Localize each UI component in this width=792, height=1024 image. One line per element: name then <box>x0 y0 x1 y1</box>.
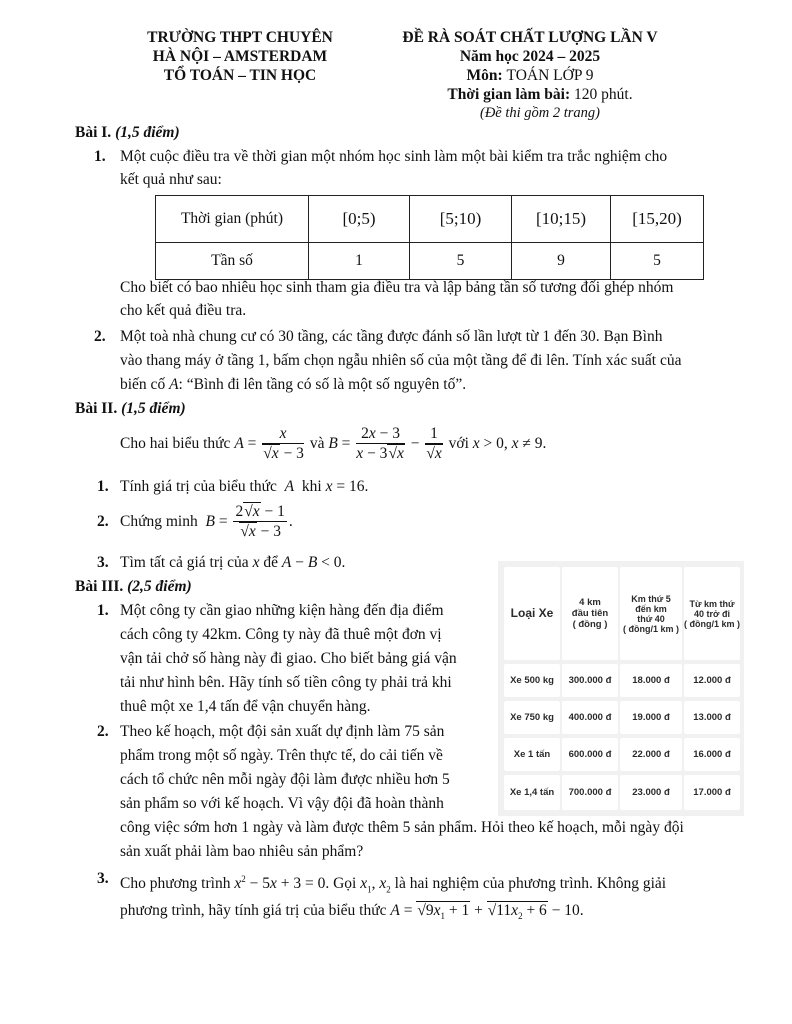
section-3-title: Bài III. (2,5 điểm) <box>75 578 192 595</box>
q3-2-line4: sản phẩm so với kế hoạch. Vì vậy đội đã hoàn thành <box>120 795 444 812</box>
price-row-2-mid: 19.000 đ <box>620 701 682 734</box>
q1-2-line3: biến cố A: “Bình đi lên tầng có số là một số nguyên tố”. <box>120 376 467 393</box>
table-cell: 5 <box>611 243 704 280</box>
q3-3-line2: phương trình, hãy tính giá trị của biểu thức $A = √9x_1 + 1 + √11x_2 + 6 - 10$. <box>120 902 584 922</box>
price-row-2-last: 13.000 đ <box>684 701 740 734</box>
price-row-1-first: 300.000 đ <box>562 664 618 697</box>
q3-2-number: 2. <box>97 723 109 740</box>
q3-2-line1: Theo kế hoạch, một đội sản xuất dự định làm 75 sản <box>120 723 445 740</box>
q1-1-line4: cho kết quả điều tra. <box>120 302 247 319</box>
price-row-4-type: Xe 1,4 tấn <box>504 775 560 810</box>
price-row-4-mid: 23.000 đ <box>620 775 682 810</box>
q3-1-number: 1. <box>97 602 109 619</box>
school-line-1: TRƯỜNG THPT CHUYÊN <box>147 29 333 46</box>
q3-1-line2: cách công ty 42km. Công ty này đã thuê một đơn vị <box>120 626 442 643</box>
q1-1-line2: kết quả như sau: <box>120 171 222 188</box>
q1-1-line1: Một cuộc điều tra về thời gian một nhóm học sinh làm một bài kiểm tra trắc nghiệm cho <box>120 148 668 165</box>
exam-time: Thời gian làm bài: 120 phút. <box>447 86 633 103</box>
price-header-km41: Từ km thứ 40 trở đi ( đồng/1 km ) <box>684 567 740 660</box>
q3-2-line6: sản xuất phải làm bao nhiêu sản phẩm? <box>120 843 364 860</box>
q3-1-line3: vận tải chở số hàng này đi giao. Cho biết bảng giá vận <box>120 650 457 667</box>
price-row-3-first: 600.000 đ <box>562 738 618 771</box>
price-row-1-last: 12.000 đ <box>684 664 740 697</box>
q1-2-number: 2. <box>94 328 106 345</box>
price-row-4-first: 700.000 đ <box>562 775 618 810</box>
q3-2-line3: cách tổ chức nên mỗi ngày đội làm được nhiều hơn 5 <box>120 771 450 788</box>
exam-subject: Môn: TOÁN LỚP 9 <box>466 67 594 84</box>
q2-intro: Cho hai biểu thức A = $\frac{x}{√x - 3}$ và B = $\frac{2x - 3}{x - 3√x}$ − $\frac{1}{√x}$ với x > 0, x ≠ 9. <box>120 424 547 462</box>
price-row-1-type: Xe 500 kg <box>504 664 560 697</box>
frequency-table <box>155 195 704 280</box>
price-row-3-type: Xe 1 tấn <box>504 738 560 771</box>
school-header <box>115 28 365 85</box>
q3-1-line1: Một công ty cần giao những kiện hàng đến địa điểm <box>120 602 444 619</box>
price-row-3-last: 16.000 đ <box>684 738 740 771</box>
q1-2-line1: Một toà nhà chung cư có 30 tầng, các tầng được đánh số lần lượt từ 1 đến 30. Bạn Bình <box>120 328 663 345</box>
table-cell: 5 <box>410 243 512 280</box>
frequency-table-row-time <box>156 196 704 243</box>
frequency-table-row-freq <box>156 243 704 280</box>
q2-3-number: 3. <box>97 554 109 571</box>
q3-3-number: 3. <box>97 870 109 887</box>
shipping-price-table <box>498 561 744 816</box>
price-row-3-mid: 22.000 đ <box>620 738 682 771</box>
q2-2-text: Chứng minh B = $\frac{2√x - 1}{√x - 3}$ . <box>120 502 293 540</box>
section-2-title: Bài II. (1,5 điểm) <box>75 400 186 417</box>
price-header-first: 4 km đầu tiên ( đồng ) <box>562 567 618 660</box>
q3-2-line5: công việc sớm hơn 1 ngày và làm được thêm 5 sản phẩm. Hỏi theo kế hoạch, mỗi ngày đội <box>120 819 684 836</box>
table-cell: [5;10) <box>410 196 512 243</box>
exam-pages-note: (Đề thi gồm 2 trang) <box>479 105 600 121</box>
price-row-2-type: Xe 750 kg <box>504 701 560 734</box>
q3-3-line1: Cho phương trình $x^2 - 5x + 3 = 0$. Gọi $x_1$, $x_2$ là hai nghiệm của phương trình. Không giải <box>120 874 667 895</box>
q3-2-line2: phẩm trong một số ngày. Trên thực tế, do cải tiến về <box>120 747 443 764</box>
price-header-km5: Km thứ 5 đến km thứ 40 ( đồng/1 km ) <box>620 567 682 660</box>
school-line-2: HÀ NỘI – AMSTERDAM <box>152 48 328 65</box>
q3-1-line5: thuê một xe 1,4 tấn để vận chuyển hàng. <box>120 698 371 715</box>
exam-year: Năm học 2024 – 2025 <box>459 48 601 65</box>
price-row-1-mid: 18.000 đ <box>620 664 682 697</box>
table-cell: 9 <box>512 243 611 280</box>
price-row-4-last: 17.000 đ <box>684 775 740 810</box>
q2-2-number: 2. <box>97 513 109 530</box>
q2-1-text: Tính giá trị của biểu thức A khi x = 16. <box>120 478 369 495</box>
section-1-title: Bài I. (1,5 điểm) <box>75 124 180 141</box>
table-cell: [0;5) <box>309 196 410 243</box>
exam-header <box>375 28 685 123</box>
q2-3-text: Tìm tất cả giá trị của x để A − B < 0. <box>120 554 346 571</box>
table-cell: 1 <box>309 243 410 280</box>
q2-1-number: 1. <box>97 478 109 495</box>
q1-1-line3: Cho biết có bao nhiêu học sinh tham gia điều tra và lập bảng tần số tương đối ghép nhóm <box>120 279 674 296</box>
exam-title: ĐỀ RÀ SOÁT CHẤT LƯỢNG LẦN V <box>402 29 658 46</box>
table-cell: [10;15) <box>512 196 611 243</box>
price-header-type: Loại Xe <box>504 567 560 660</box>
table-cell: [15,20) <box>611 196 704 243</box>
q3-1-line4: tải như hình bên. Hãy tính số tiền công ty phải trả khi <box>120 674 452 691</box>
price-row-2-first: 400.000 đ <box>562 701 618 734</box>
q1-1-number: 1. <box>94 148 106 165</box>
table-cell: Tần số <box>156 243 309 280</box>
school-line-3: TỔ TOÁN – TIN HỌC <box>163 67 317 84</box>
q1-2-line2: vào thang máy ở tầng 1, bấm chọn ngẫu nhiên số của một tầng để đi lên. Tính xác suất của <box>120 352 682 369</box>
table-cell: Thời gian (phút) <box>156 196 309 243</box>
